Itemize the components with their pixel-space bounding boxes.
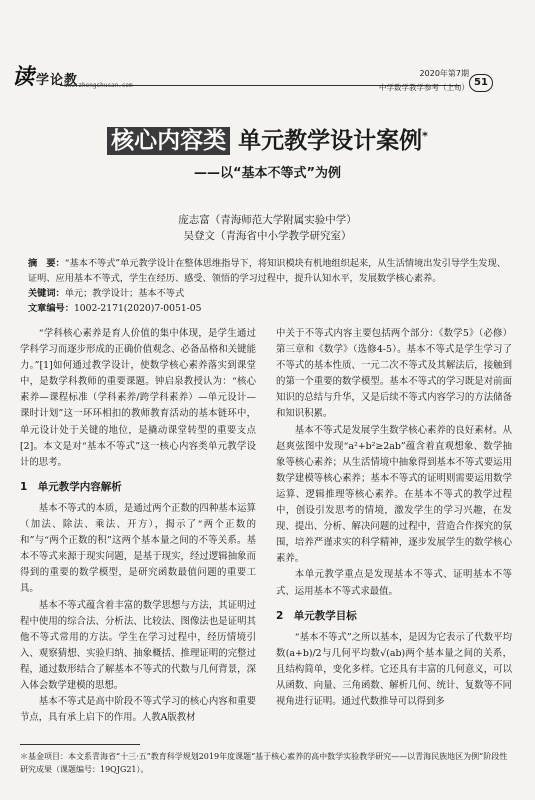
footnote-rule (20, 744, 140, 745)
article-id-line (28, 301, 508, 316)
logo-name: 学论教 (36, 73, 79, 88)
keywords-text: 单元；教学设计；基本不等式 (64, 288, 185, 299)
title-footnote-mark: * (422, 129, 428, 143)
body-paragraph: “基本不等式”之所以基本，是因为它表示了代数平均数(a+b)/2与几何平均数√(ab)两个基本量之间的关系，且结构简单，变化多样。它还具有丰富的几何意义，可以从函数、向量、三角函数、解析几何、统计、复数等不同视角进行证明。通过代数推导可以得到多 (276, 631, 512, 708)
author-1: 庞志富（青海师范大学附属实验中学） (178, 214, 357, 226)
journal-name: 中学数学教学参考（上旬） (379, 83, 469, 92)
article-id: 1002-2171(2020)7-0051-05 (73, 303, 202, 314)
article-title (0, 122, 535, 155)
keywords-label: 关键词： (28, 288, 65, 299)
title-main-part: 单元教学设计案例 (238, 128, 423, 154)
body-paragraph: 本单元教学重点是发现基本不等式、证明基本不等式、运用基本不等式求最值。 (276, 569, 512, 597)
page-number: 51 (469, 74, 493, 92)
keywords-line (28, 286, 508, 301)
section-heading-2: 2 单元教学目标 (276, 609, 357, 622)
left-column (20, 326, 256, 726)
logo-mark: 读 (12, 65, 35, 90)
section-heading-1: 1 单元教学内容解析 (20, 480, 122, 493)
right-column (276, 326, 512, 710)
article-subtitle: ——以“基本不等式”为例 (193, 166, 342, 181)
issue-label: 2020年第7期 (419, 69, 469, 78)
author-2: 吴登文（青海省中小学教学研究室） (183, 230, 352, 242)
abstract-label: 摘 要： (28, 258, 65, 269)
abstract-paragraph (28, 256, 508, 286)
body-paragraph: 基本不等式是发展学生数学核心素养的良好素材。从赵爽弦图中发现“a²+b²≥2ab”蕴含着直观想象、数学抽象等核心素养；从生活情境中抽象得到基本不等式要运用数学建模等核心素养；基本不等式的证明则需要运用数学运算、逻辑推理等核心素养。在基本不等式的教学过程中，创设引发思考的情境，激发学生的学习兴趣，在发现、提出、分析、解决问题的过程中，营造合作探究的氛围，培养严谨求实的科学精神，逐步发展学生的数学核心素养。 (276, 424, 512, 565)
body-paragraph: 基本不等式蕴含着丰富的数学思想与方法，其证明过程中使用的综合法、分析法、比较法、图像法也是证明其他不等式常用的方法。学生在学习过程中，经历情境引入、观察猜想、实验归纳、抽象概括、推理证明的完整过程，通过数形结合了解基本不等式的代数与几何背景，深入体会数学建模的思想。 (20, 599, 256, 691)
abstract-text: “基本不等式”单元教学设计在整体思维指导下，将知识模块有机地组织起来，从生活情境出发引导学生发现、证明、应用基本不等式，学生在经历、感受、领悟的学习过程中，提升认知水平，发展数学核心素养。 (28, 258, 506, 284)
journal-url[interactable]: www.zhongshucan.com (64, 82, 133, 89)
body-paragraph: 基本不等式是高中阶段不等式学习的核心内容和重要节点，具有承上启下的作用。人教A版教材 (20, 696, 256, 724)
footnote: ＊基金项目：本文系青海省“十三·五”教育科学规划2019年度课题“基于核心素养的高中数学实验教学研究——以青海民族地区为例”阶段性研究成果（课题编号：19QJG21）。 (20, 752, 508, 774)
journal-logo (12, 60, 133, 91)
title-boxed-part: 核心内容类 (107, 127, 230, 155)
body-paragraph: 基本不等式的本质，是通过两个正数的四种基本运算（加法、除法、乘法、开方），揭示了“两个正数的和”与“两个正数的积”这两个基本量之间的不等关系。基本不等式来源于现实问题，是基于现实，经过逻辑抽象而得到的重要的数学模型，是研究函数最值问题的重要工具。 (20, 502, 256, 595)
body-paragraph: “学科核心素养是育人价值的集中体现，是学生通过学科学习而逐步形成的正确价值观念、必备品格和关键能力。”[1]如何通过教学设计，使数学核心素养落实到课堂中，是数学科教师的重要课题。钟启泉教授认为：“核心素养—课程标准（学科素养/跨学科素养）—单元设计—课时计划”这一环环相扣的教师教育活动的基本链环中，单元设计处于关键的地位，是撬动课堂转型的重要支点[2]。本文是对“基本不等式”这一核心内容类单元教学设计的思考。 (20, 328, 256, 468)
body-paragraph: 中关于不等式内容主要包括两个部分：《数学5》（必修）第三章和《数学》（选修4-5）。基本不等式是学生学习了不等式的基本性质、一元二次不等式及其解法后，接触到的第一个重要的数学模型。基本不等式的学习既是对前面知识的总结与升华，又是后续不等式内容学习的方法储备和知识积累。 (276, 328, 512, 420)
author-list (0, 212, 535, 244)
article-id-label: 文章编号： (28, 303, 74, 314)
abstract-block (28, 256, 508, 316)
